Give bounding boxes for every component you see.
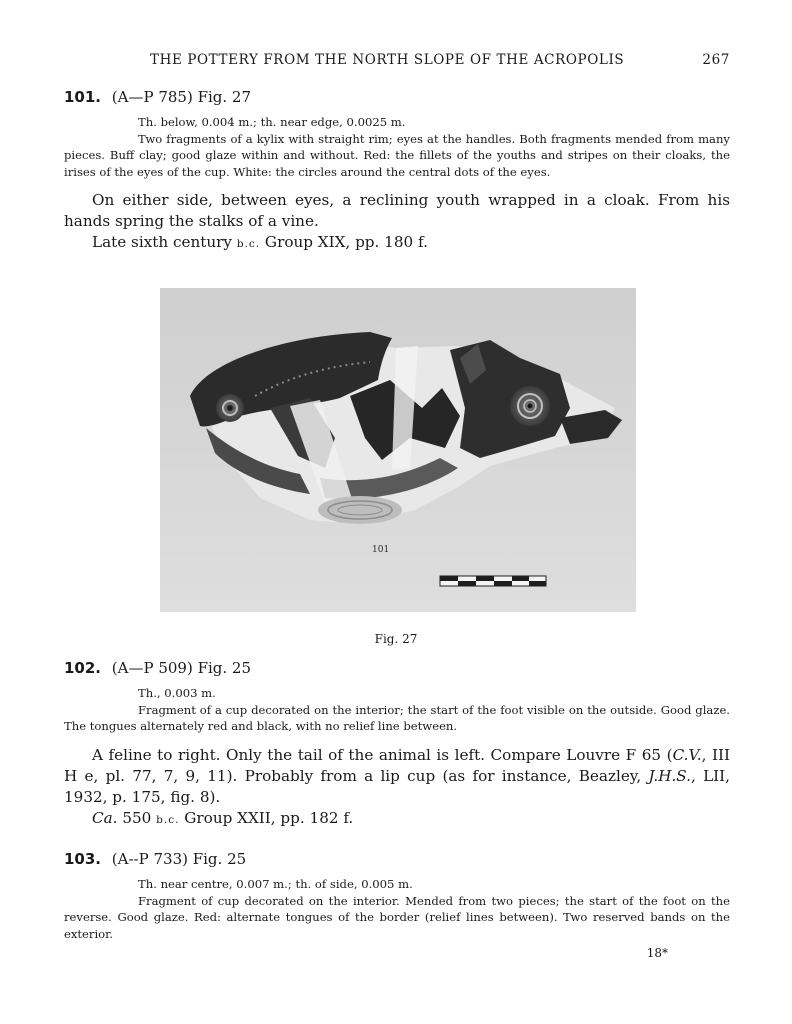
dating-line [64,808,730,831]
thickness-note: Th. below, 0.004 m.; th. near edge, 0.0025 m. [138,115,406,129]
subject-description: On either side, between eyes, a reclining youth wrapped in a cloak. From his hands spring the stalks of a vine. [64,191,730,230]
group-reference: Group XIX, pp. 180 f. [260,233,428,251]
entry-number: 101. [64,88,102,106]
signature-mark: 18* [646,946,668,960]
entry-reference: (A—P 785) Fig. 27 [111,88,252,106]
thickness-note: Th., 0.003 m. [138,686,216,700]
entry-number: 103. [64,850,102,868]
thickness-note: Th. near centre, 0.007 m.; th. of side, 0.005 m. [138,877,413,891]
catalogue-entry-102 [64,659,730,831]
fabric-description: Fragment of a cup decorated on the interior; the start of the foot visible on the outside. Good glaze. The tongues alternately red and black, with no relief line between. [64,702,730,733]
body-text-part: , LII, 1932, p. 175, fig. 8). [64,766,730,806]
entry-heading [64,850,730,868]
figure-27-photograph [160,288,636,612]
body-text-part: , III H e, pl. 77, 7, 9, 11). Probably from a lip cup (as for instance, Beazley, [64,745,731,785]
catalogue-entry-103 [64,850,730,942]
entry-number: 102. [64,659,102,677]
kylix-fragments-image [160,288,636,612]
body-text-part: A feline to right. Only the tail of the animal is left. Compare Louvre F 65 ( [92,745,673,764]
subject-description [64,745,730,808]
date-text: Late sixth century [92,233,237,251]
entry-heading [64,88,730,106]
entry-reference: (A--P 733) Fig. 25 [111,850,247,868]
figure-label: 101 [372,545,390,555]
entry-reference: (A—P 509) Fig. 25 [111,659,252,677]
date-text: 550 [117,808,157,827]
figure-caption: Fig. 27 [374,632,418,646]
fabric-description: Fragment of cup decorated on the interior. Mended from two pieces; the start of the foot on the reverse. Good glaze. Red: alternate tongues of the border (relief lines between). Two reserved bands on the exterior. [64,893,730,941]
circa-abbrev: Ca. [92,808,118,827]
group-reference: Group XXII, pp. 182 f. [179,808,354,827]
scale-bar [440,576,546,586]
date-era: b.c. [156,813,180,826]
citation-abbrev: C.V. [672,745,702,764]
fabric-description: Two fragments of a kylix with straight rim; eyes at the handles. Both fragments mended from many pieces. Buff clay; good glaze within and without. Red: the fillets of the youths and stripes on their cloaks, the irises of the eyes of the cup. White: the circles around the central dots of the eyes. [64,131,730,179]
journal-abbrev: J.H.S. [648,766,691,785]
page-number: 267 [702,52,730,68]
dating-line [64,232,730,255]
date-era: b.c. [236,238,261,250]
catalogue-entry-101 [64,88,730,255]
running-title: THE POTTERY FROM THE NORTH SLOPE OF THE ACROPOLIS [150,52,625,68]
entry-heading [64,659,730,677]
